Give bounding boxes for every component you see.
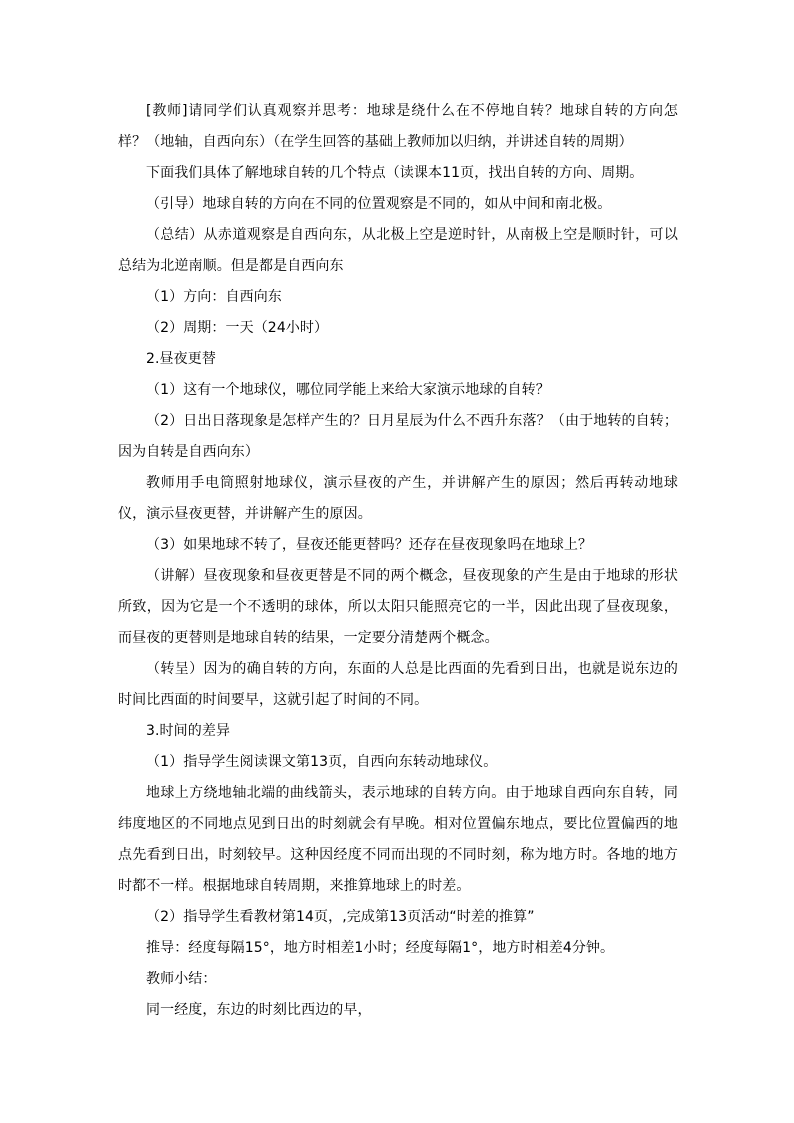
paragraph: （2）周期：一天（24小时） (146, 320, 329, 336)
paragraph: （总结）从赤道观察是自西向东，从北极上空是逆时针，从南极上空是顺时针，可以总结为北逆南顺。但是都是自西向东 (118, 227, 678, 274)
paragraph: （转呈）因为的确自转的方向，东面的人总是比西面的先看到日出，也就是说东边的时间比西面的时间要早，这就引起了时间的不同。 (118, 661, 678, 708)
paragraph: 推导：经度每隔15°，地方时相差1小时；经度每隔1°，地方时相差4分钟。 (146, 940, 615, 956)
document-body (118, 96, 678, 1026)
section-heading: 3.时间的差异 (146, 723, 231, 739)
paragraph: 教师小结： (146, 971, 217, 987)
paragraph: （1）这有一个地球仪，哪位同学能上来给大家演示地球的自转？ (146, 382, 550, 398)
paragraph: （1）指导学生阅读课文第13页，自西向东转动地球仪。 (146, 754, 498, 770)
paragraph: （2）日出日落现象是怎样产生的？日月星辰为什么不西升东落？（由于地转的自转；因为自转是自西向东） (118, 413, 678, 460)
paragraph: （2）指导学生看教材第14页，,完成第13页活动“时差的推算” (146, 909, 535, 925)
paragraph: 地球上方绕地轴北端的曲线箭头，表示地球的自转方向。由于地球自西向东自转，同纬度地区的不同地点见到日出的时刻就会有早晚。相对位置偏东地点，要比位置偏西的地点先看到日出，时刻较早。这种因经度不同而出现的不同时刻，称为地方时。各地的地方时都不一样。根据地球自转周期，来推算地球上的时差。 (118, 785, 678, 894)
paragraph: 教师用手电筒照射地球仪，演示昼夜的产生，并讲解产生的原因；然后再转动地球仪，演示昼夜更替，并讲解产生的原因。 (118, 475, 678, 522)
paragraph: [教师]请同学们认真观察并思考：地球是绕什么在不停地自转？地球自转的方向怎样？（地轴，自西向东）（在学生回答的基础上教师加以归纳，并讲述自转的周期） (118, 103, 678, 150)
paragraph: （3）如果地球不转了，昼夜还能更替吗？还存在昼夜现象吗在地球上？ (146, 537, 593, 553)
paragraph: （讲解）昼夜现象和昼夜更替是不同的两个概念，昼夜现象的产生是由于地球的形状所致，因为它是一个不透明的球体，所以太阳只能照亮它的一半，因此出现了昼夜现象，而昼夜的更替则是地球自转的结果，一定要分清楚两个概念。 (118, 568, 678, 646)
paragraph: 下面我们具体了解地球自转的几个特点（读课本11页，找出自转的方向、周期。 (146, 165, 644, 181)
paragraph: （引导）地球自转的方向在不同的位置观察是不同的，如从中间和南北极。 (146, 196, 612, 212)
section-heading: 2.昼夜更替 (146, 351, 216, 367)
paragraph: 同一经度，东边的时刻比西边的早， (146, 1002, 372, 1018)
paragraph: （1）方向：自西向东 (146, 289, 282, 305)
